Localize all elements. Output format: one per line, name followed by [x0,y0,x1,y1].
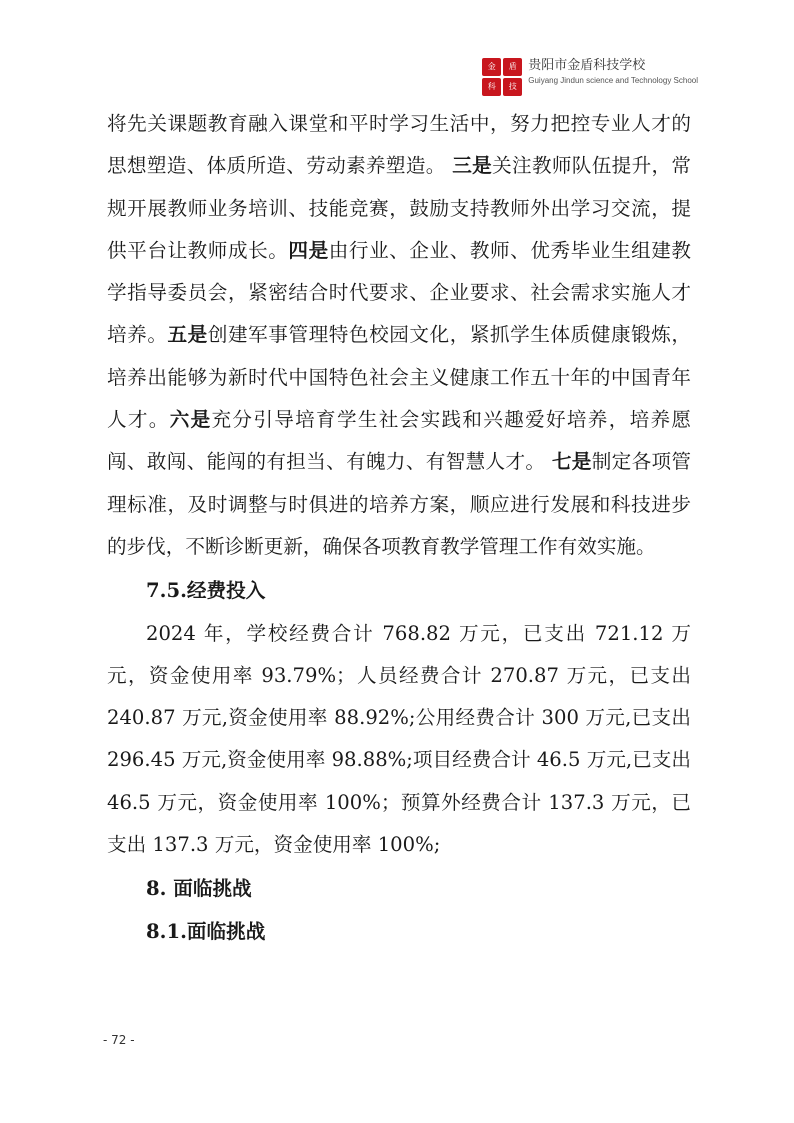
measure-6-text: 充分引导培育学生社会实践和兴趣爱好培养，培养愿闯、敢闯、能闯的有担当、有魄力、有智慧人才。 [107,408,692,474]
school-name: 贵阳市金盾科技学校 [528,58,646,73]
measure-4-text: 由行业、企业、教师、优秀毕业生组建教学指导委员会，紧密结合时代要求、企业要求、社会需求实施人才培养。 [107,238,692,347]
measure-3-label: 三是 [452,154,493,178]
measure-7-text: 制定各项管理标准，及时调整与时俱进的培养方案，顺应进行发展和科技进步的步伐，不断诊断更新，确保各项教育教学管理工作有效实施。 [107,450,692,558]
paragraph-funding: 2024 年，学校经费合计 768.82 万元，已支出 721.12 万元，资金使用率 93.79%；人员经费合计 270.87 万元，已支出 240.87 万元,资金使用率 88.92%;公用经费合计 300 万元,已支出 296.45 万元,资金使用率 98.88%;项目经费合计 46.5 万元,已支出 46.5 万元，资金使用率 100%；预算外经费合计 137.3 万元，已支出 137.3 万元，资金使用率 100%; [107,621,691,857]
measure-4-label: 四是 [288,238,329,262]
section-heading-8-1: 8.1.面临挑战 [146,919,266,943]
page-header [482,56,698,96]
section-heading-7-5: 7.5.经费投入 [146,579,266,603]
section-heading-8: 8. 面临挑战 [146,877,252,901]
paragraph-measures [107,103,691,568]
logo-seal-1: 金 [482,58,501,76]
logo-seal-4: 技 [503,78,522,96]
measure-6-label: 六是 [169,408,212,432]
document-body [107,103,691,953]
measure-5-label: 五是 [167,323,208,347]
school-info [528,56,698,85]
school-logo-icon [482,58,522,96]
logo-seal-3: 科 [482,78,501,96]
measure-7-label: 七是 [551,450,592,474]
school-name-en: Guiyang Jindun science and Technology School [528,75,698,85]
logo-seal-2: 盾 [503,58,522,76]
page-number: - 72 - [103,1033,135,1047]
measures-intro: 将先关课题教育融入课堂和平时学习生活中，努力把控专业人才的思想塑造、体质所造、劳动素养塑造。 [107,112,691,178]
measure-5-text: 创建军事管理特色校园文化，紧抓学生体质健康锻炼，培养出能够为新时代中国特色社会主义健康工作五十年的中国青年人才。 [107,323,692,432]
measure-3-text: 关注教师队伍提升，常规开展教师业务培训、技能竞赛，鼓励支持教师外出学习交流，提供平台让教师成长。 [107,154,692,262]
